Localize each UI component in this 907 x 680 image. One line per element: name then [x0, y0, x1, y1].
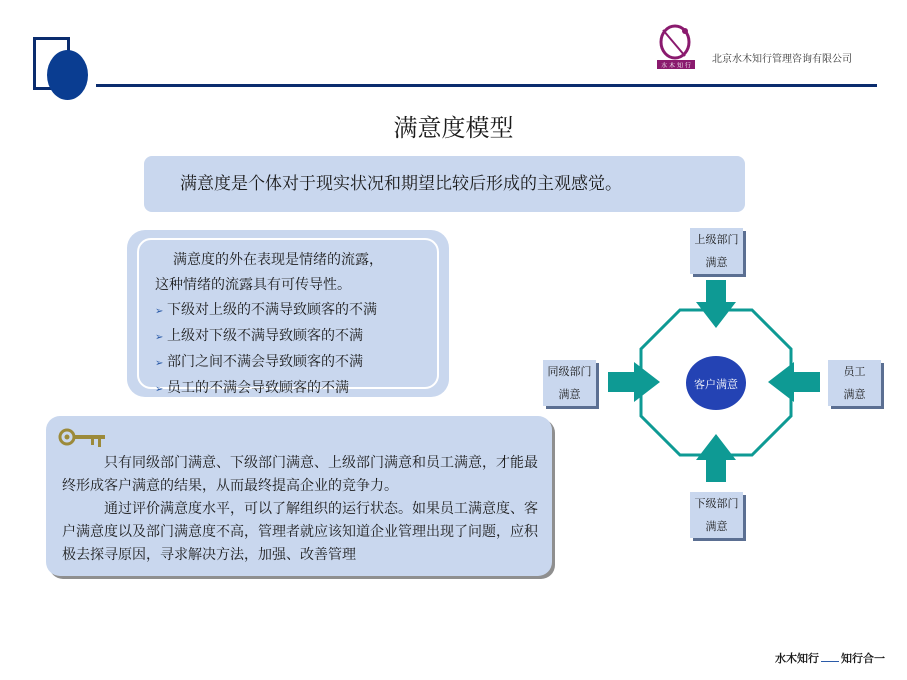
right-arrow-icon: [768, 362, 820, 402]
conclusion-box: [46, 416, 552, 576]
center-label: 客户满意: [694, 378, 738, 391]
expression-bullet: ➢ 下级对上级的不满导致顾客的不满: [155, 298, 427, 324]
definition-box: [144, 156, 745, 212]
conclusion-paragraph-2: 通过评价满意度水平，可以了解组织的运行状态。如果员工满意度、客户满意度以及部门满意度不高，管理者就应该知道企业管理出现了问题，应积极去探寻原因，寻求解决方法，加强、改善管理: [62, 501, 538, 563]
footer-blank: [821, 661, 839, 662]
bullet-arrow-icon: ➢: [155, 384, 164, 395]
expression-line2: 这种情绪的流露具有可传导性。: [155, 277, 351, 293]
bottom-arrow-icon: [696, 434, 736, 482]
expression-bullet: ➢ 员工的不满会导致顾客的不满: [155, 376, 427, 402]
left-arrow-icon: [608, 362, 660, 402]
footer-left: 水木知行: [775, 652, 819, 665]
bullet-arrow-icon: ➢: [155, 332, 164, 343]
header-circle-decoration: [47, 50, 88, 100]
logo-text: 水 木 知 行: [661, 62, 691, 70]
conclusion-paragraph-1: 只有同级部门满意、下级部门满意、上级部门满意和员工满意，才能最终形成客户满意的结果，从而最终提高企业的竞争力。: [62, 455, 538, 494]
node-upper-dept: 上级部门 满意: [690, 228, 743, 274]
definition-text: 满意度是个体对于现实状况和期望比较后形成的主观感觉。: [180, 174, 622, 194]
node-employee: 员工 满意: [828, 360, 881, 406]
expression-line1: 满意度的外在表现是情绪的流露，: [173, 252, 383, 268]
expression-bullet: ➢ 上级对下级不满导致顾客的不满: [155, 324, 427, 350]
node-peer-dept: 同级部门 满意: [543, 360, 596, 406]
key-icon: [58, 426, 108, 452]
bullet-arrow-icon: ➢: [155, 358, 164, 369]
footer-slogan: [775, 650, 885, 666]
expression-box: [127, 230, 449, 397]
company-logo: [655, 22, 697, 70]
bullet-arrow-icon: ➢: [155, 306, 164, 317]
footer-right: 知行合一: [841, 652, 885, 665]
expression-bullet: ➢ 部门之间不满会导致顾客的不满: [155, 350, 427, 376]
page-title: 满意度模型: [393, 114, 514, 142]
top-arrow-icon: [696, 280, 736, 328]
satisfaction-diagram: [536, 222, 891, 540]
header-divider: [96, 84, 877, 87]
node-lower-dept: 下级部门 满意: [690, 492, 743, 538]
company-name: 北京水木知行管理咨询有限公司: [712, 54, 852, 65]
